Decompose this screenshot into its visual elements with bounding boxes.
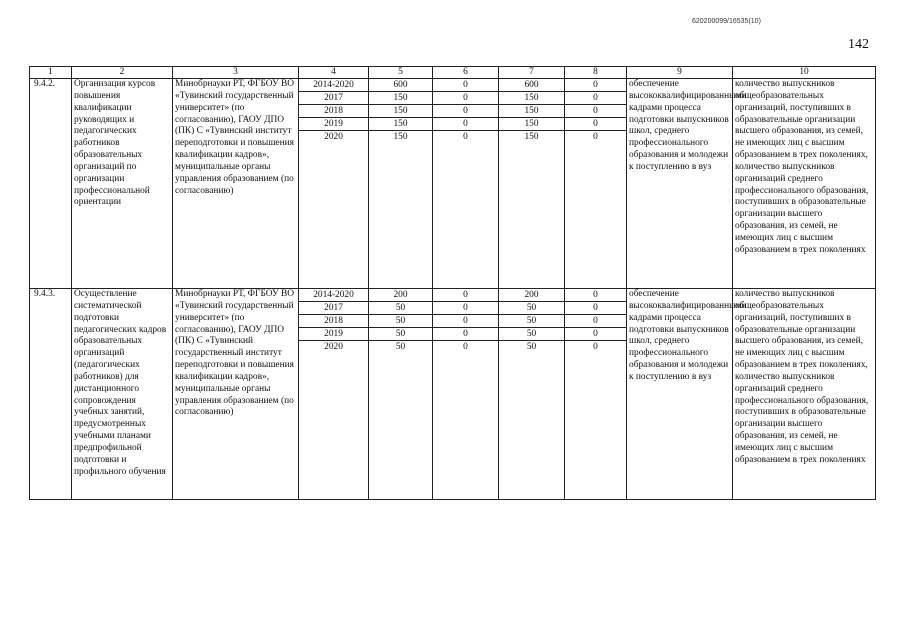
regional-funding-cell-value: 150 [499,118,564,131]
total-funding-cell-value: 50 [369,302,432,315]
column-header: 6 [433,67,499,79]
column-header: 1 [30,67,72,79]
federal-funding-cell-value: 0 [433,328,498,341]
period-cell [299,79,369,289]
federal-funding-cell-value: 0 [433,79,498,92]
column-header: 4 [299,67,369,79]
period-cell-value: 2014-2020 [299,79,368,92]
other-funding-cell-value: 0 [565,315,626,328]
table-row [30,79,876,289]
federal-funding-cell-value: 0 [433,92,498,105]
other-funding-cell [565,79,627,289]
executors-cell: Минобрнауки РТ, ФГБОУ ВО «Тувинский государственный университет» (по согласованию), ГАОУ ДПО (ПК) С «Тувинский институт переподготовки и повышения квалификации кадров», муниципальные органы управления образованием (по согласованию) [173,79,299,289]
other-funding-cell [565,289,627,500]
other-funding-cell-value: 0 [565,328,626,341]
period-cell-value: 2019 [299,328,368,341]
period-cell-value: 2020 [324,132,343,142]
page-number: 142 [848,37,869,52]
total-funding-cell-value: 200 [369,289,432,302]
period-cell-value: 2018 [299,105,368,118]
total-funding-cell-value: 150 [369,105,432,118]
column-header: 9 [627,67,733,79]
total-funding-cell-value: 50 [395,342,406,352]
regional-funding-cell-value: 50 [499,302,564,315]
regional-funding-cell [499,289,565,500]
federal-funding-cell-value: 0 [433,105,498,118]
regional-funding-cell [499,79,565,289]
header-row [30,67,876,79]
other-funding-cell-value: 0 [593,132,598,142]
federal-funding-cell-value: 0 [463,342,468,352]
other-funding-cell-value: 0 [565,79,626,92]
row-number: 9.4.3. [30,289,72,500]
period-cell-value: 2020 [324,342,343,352]
regional-funding-cell-value: 150 [499,105,564,118]
regional-funding-cell-value: 50 [526,342,537,352]
indicator-cell: количество выпускников общеобразовательных организаций, поступивших в образовательные организации высшего образования, из семей, не имеющих лиц с высшим образованием в трех поколениях, количество выпускников организаций среднего профессионального образования, поступивших в образовательные организации высшего образования, из семей, не имеющих лиц с высшим образованием в трех поколениях [733,289,876,500]
period-cell-value: 2017 [299,92,368,105]
regional-funding-cell-value: 150 [499,92,564,105]
federal-funding-cell [433,79,499,289]
total-funding-cell-value: 150 [369,118,432,131]
column-header: 7 [499,67,565,79]
total-funding-cell-value: 150 [369,92,432,105]
total-funding-cell-value: 150 [393,132,408,142]
column-header: 5 [369,67,433,79]
period-cell-value: 2014-2020 [299,289,368,302]
other-funding-cell-value: 0 [565,105,626,118]
regional-funding-cell-value: 50 [499,315,564,328]
federal-funding-cell-value: 0 [433,302,498,315]
other-funding-cell-value: 0 [593,342,598,352]
table-row [30,289,876,500]
column-header: 10 [733,67,876,79]
document-number: 620200099/16535(10) [692,18,761,25]
period-cell-value: 2019 [299,118,368,131]
federal-funding-cell-value: 0 [463,132,468,142]
period-cell-value: 2017 [299,302,368,315]
other-funding-cell-value: 0 [565,289,626,302]
total-funding-cell [369,289,433,500]
executors-cell: Минобрнауки РТ, ФГБОУ ВО «Тувинский государственный университет» (по согласованию), ГАОУ ДПО (ПК) С «Тувинский государственный институт переподготовки и повышения квалификации кадров», муниципальные органы управления образованием (по согласованию) [173,289,299,500]
indicator-cell: количество выпускников общеобразовательных организаций, поступивших в образовательные организации высшего образования, из семей, не имеющих лиц с высшим образованием в трех поколениях, количество выпускников организаций среднего профессионального образования, поступивших в образовательные организации высшего образования, из семей, не имеющих лиц с высшим образованием в трех поколениях [733,79,876,289]
federal-funding-cell-value: 0 [433,118,498,131]
column-header: 2 [72,67,173,79]
federal-funding-cell [433,289,499,500]
total-funding-cell-value: 50 [369,315,432,328]
program-table [29,66,876,500]
period-cell-value: 2018 [299,315,368,328]
column-header: 3 [173,67,299,79]
other-funding-cell-value: 0 [565,118,626,131]
other-funding-cell-value: 0 [565,302,626,315]
activity-name: Организация курсов повышения квалификации руководящих и педагогических работников образовательных организаций по организации профессиональной ориентации [72,79,173,289]
period-cell [299,289,369,500]
regional-funding-cell-value: 200 [499,289,564,302]
expected-result-cell: обеспечение высококвалифицированными кадрами процесса подготовки выпускников школ, среднего профессионального образования и молодежи к поступлению в вуз [627,79,733,289]
federal-funding-cell-value: 0 [433,315,498,328]
total-funding-cell [369,79,433,289]
regional-funding-cell-value: 150 [524,132,539,142]
total-funding-cell-value: 600 [369,79,432,92]
column-header: 8 [565,67,627,79]
federal-funding-cell-value: 0 [433,289,498,302]
other-funding-cell-value: 0 [565,92,626,105]
expected-result-cell: обеспечение высококвалифицированными кадрами процесса подготовки выпускников школ, среднего профессионального образования и молодежи к поступлению в вуз [627,289,733,500]
regional-funding-cell-value: 50 [499,328,564,341]
regional-funding-cell-value: 600 [499,79,564,92]
row-number: 9.4.2. [30,79,72,289]
total-funding-cell-value: 50 [369,328,432,341]
activity-name: Осуществление систематической подготовки педагогических кадров образовательных организаций (педагогических работников) для дистанционного сопровождения учебных занятий, предусмотренных учебными планами предпрофильной подготовки и профильного обучения [72,289,173,500]
